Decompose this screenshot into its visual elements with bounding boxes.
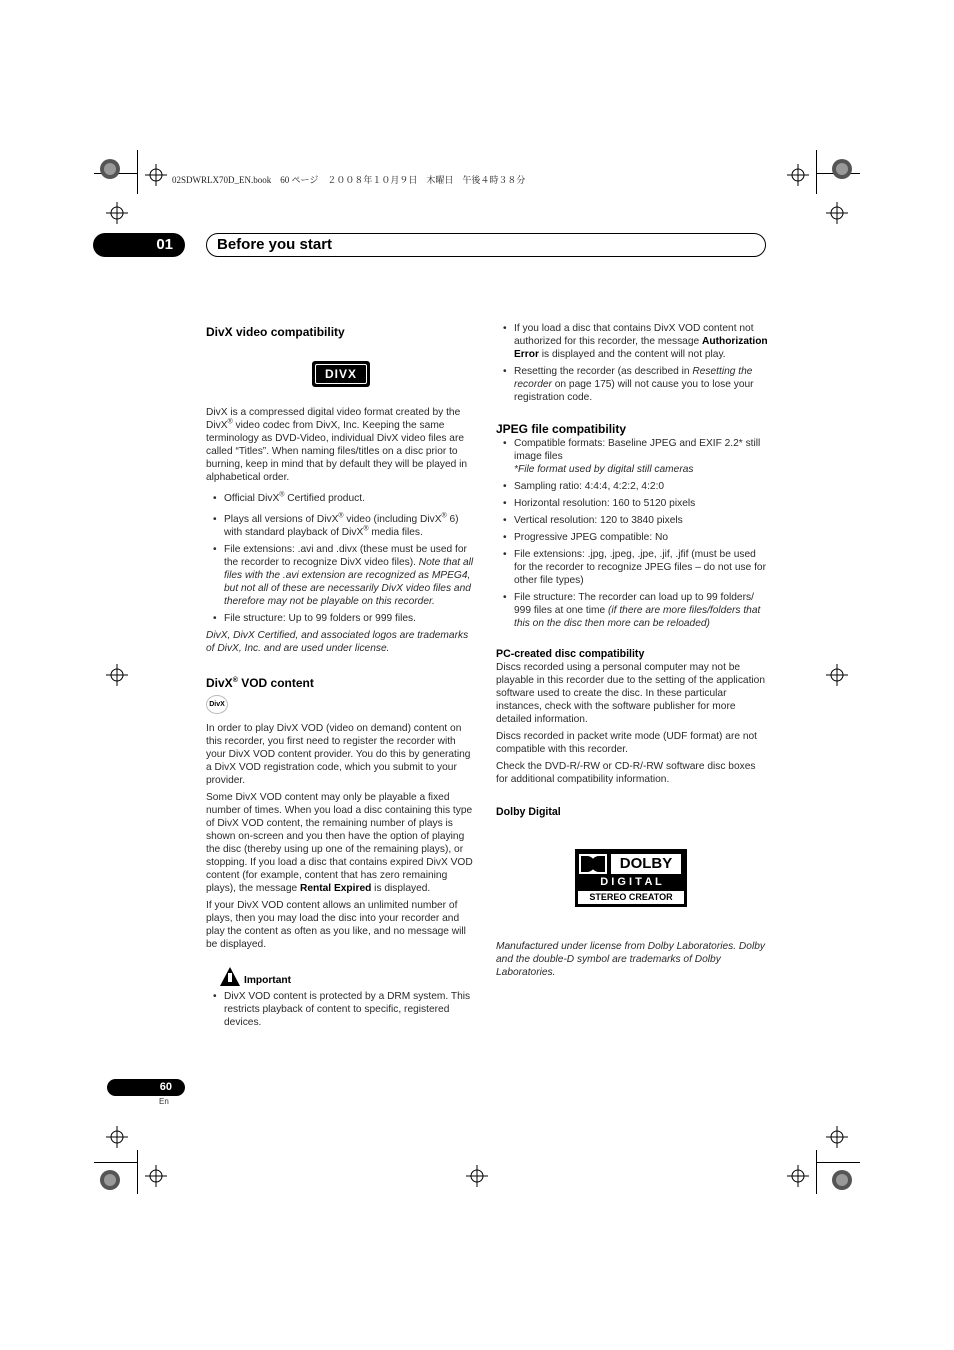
pc-paragraph-1: Discs recorded using a personal computer may not be playable in this recorder due to the setting of the application software used to create the disc. In these particular instances, check with the software publisher for more detailed information.: [496, 662, 766, 725]
crosshair-icon: [145, 1165, 167, 1187]
list-item: • Compatible formats: Baseline JPEG and EXIF 2.2* still image files *File format used by digital still cameras: [496, 437, 768, 476]
right-column: [496, 322, 768, 983]
crosshair-icon: [106, 1126, 128, 1148]
language-code: En: [159, 1097, 169, 1106]
divx-intro: DivX is a compressed digital video format created by the DivX® video codec from DivX, Inc. Keeping the same terminology as DVD-Video, individual DivX video files are called “Titles”. When naming files/titles on a disc prior to burning, keep in mind that by default they will be played in alphabetical order.: [206, 407, 468, 483]
pc-paragraph-2: Discs recorded in packet write mode (UDF format) are not compatible with this recorder.: [496, 731, 757, 755]
list-item: • File extensions: .jpg, .jpeg, .jpe, .jif, .jfif (must be used for the recorder to recognize JPEG files – do not use for other file types): [496, 548, 768, 587]
vod-paragraph-2: Some DivX VOD content may only be playable a fixed number of times. When you load a disc containing this type of DivX VOD content, the remaining number of plays is shown on-screen and you then have the option of playing the disc (thereby using up one of the remaining plays), or stopping. If you load a disc that contains expired DivX VOD content (for example, content that has zero remaining plays), the message Rental Expired is displayed.: [206, 792, 473, 894]
divx-bullet-list: [206, 492, 476, 625]
list-item: • Sampling ratio: 4:4:4, 4:2:2, 4:2:0: [496, 480, 768, 493]
crosshair-icon: [787, 164, 809, 186]
page-number: 60: [107, 1079, 185, 1096]
divx-logo: [312, 361, 370, 387]
vod-paragraph-3: If your DivX VOD content allows an unlimited number of plays, then you may load the disc into your recorder and play the content as often as you like, and no message will be displayed.: [206, 900, 466, 950]
dolby-logo-stereo: STEREO CREATOR: [578, 891, 684, 904]
crosshair-icon: [826, 202, 848, 224]
registration-disc-icon: [99, 1169, 121, 1191]
divx-trademark-note: DivX, DivX Certified, and associated logos are trademarks of DivX, Inc. and are used under license.: [206, 630, 469, 654]
pc-disc-heading: PC-created disc compatibility: [496, 648, 645, 660]
list-item: • Horizontal resolution: 160 to 5120 pixels: [496, 497, 768, 510]
list-item: • Plays all versions of DivX® video (including DivX® 6) with standard playback of DivX® media files.: [206, 513, 476, 539]
divx-video-heading: DivX video compatibility: [206, 325, 345, 339]
warning-hand-icon: [220, 967, 240, 986]
crosshair-icon: [466, 1165, 488, 1187]
dolby-digital-logo: [575, 849, 687, 907]
pc-paragraph-3: Check the DVD-R/-RW or CD-R/-RW software disc boxes for additional compatibility information.: [496, 761, 756, 785]
list-item: • If you load a disc that contains DivX VOD content not authorized for this recorder, the message Authorization Error is displayed and the content will not play.: [496, 322, 768, 361]
crosshair-icon: [826, 1126, 848, 1148]
jpeg-list: [496, 437, 768, 630]
jpeg-heading: JPEG file compatibility: [496, 422, 627, 436]
registration-disc-icon: [831, 1169, 853, 1191]
dolby-license-note: Manufactured under license from Dolby Laboratories. Dolby and the double-D symbol are trademarks of Dolby Laboratories.: [496, 941, 765, 978]
dolby-logo-digital: D I G I T A L: [600, 876, 662, 888]
chapter-title: Before you start: [206, 233, 766, 257]
registration-disc-icon: [99, 158, 121, 180]
divx-vod-icon: DivX: [206, 695, 228, 714]
list-item: • File extensions: .avi and .divx (these must be used for the recorder to recognize DivX video files). Note that all files with the .avi extension are recognized as MPEG4, but not all of these are necessarily DivX video files and therefore may not be playable on this recorder.: [206, 543, 476, 608]
crosshair-icon: [787, 1165, 809, 1187]
crosshair-icon: [826, 664, 848, 686]
divx-vod-heading: DivX® VOD content: [206, 676, 314, 690]
registration-disc-icon: [831, 158, 853, 180]
list-item: • DivX VOD content is protected by a DRM system. This restricts playback of content to specific, registered devices.: [206, 990, 476, 1029]
crosshair-icon: [145, 164, 167, 186]
left-column: [206, 326, 476, 1033]
double-d-icon: [579, 854, 607, 874]
list-item: • File structure: Up to 99 folders or 999 files.: [206, 612, 476, 625]
list-item: • Official DivX® Certified product.: [206, 492, 476, 505]
dolby-logo-word: DOLBY: [611, 854, 681, 874]
important-header: [206, 967, 476, 989]
chapter-number: 01: [93, 233, 185, 257]
crosshair-icon: [106, 202, 128, 224]
book-file-info: 02SDWRLX70D_EN.book 60 ページ ２００８年１０月９日 木曜日 午後４時３８分: [172, 175, 526, 185]
important-label: Important: [244, 975, 291, 986]
list-item: • Vertical resolution: 120 to 3840 pixels: [496, 514, 768, 527]
vod-continued-list: [496, 322, 768, 404]
divx-logo-text: DIVX: [315, 364, 367, 384]
crosshair-icon: [106, 664, 128, 686]
list-item: • File structure: The recorder can load up to 99 folders/ 999 files at one time (if there are more files/folders that this on the disc then more can be reloaded): [496, 591, 768, 630]
list-item: • Resetting the recorder (as described in Resetting the recorder on page 175) will not cause you to lose your registration code.: [496, 365, 768, 404]
vod-paragraph-1: In order to play DivX VOD (video on demand) content on this recorder, you first need to register the recorder with your DivX VOD content provider. You do this by generating a DivX VOD registration code, which you submit to your provider.: [206, 723, 471, 786]
important-list: [206, 990, 476, 1029]
list-item: • Progressive JPEG compatible: No: [496, 531, 768, 544]
dolby-heading: Dolby Digital: [496, 806, 561, 818]
